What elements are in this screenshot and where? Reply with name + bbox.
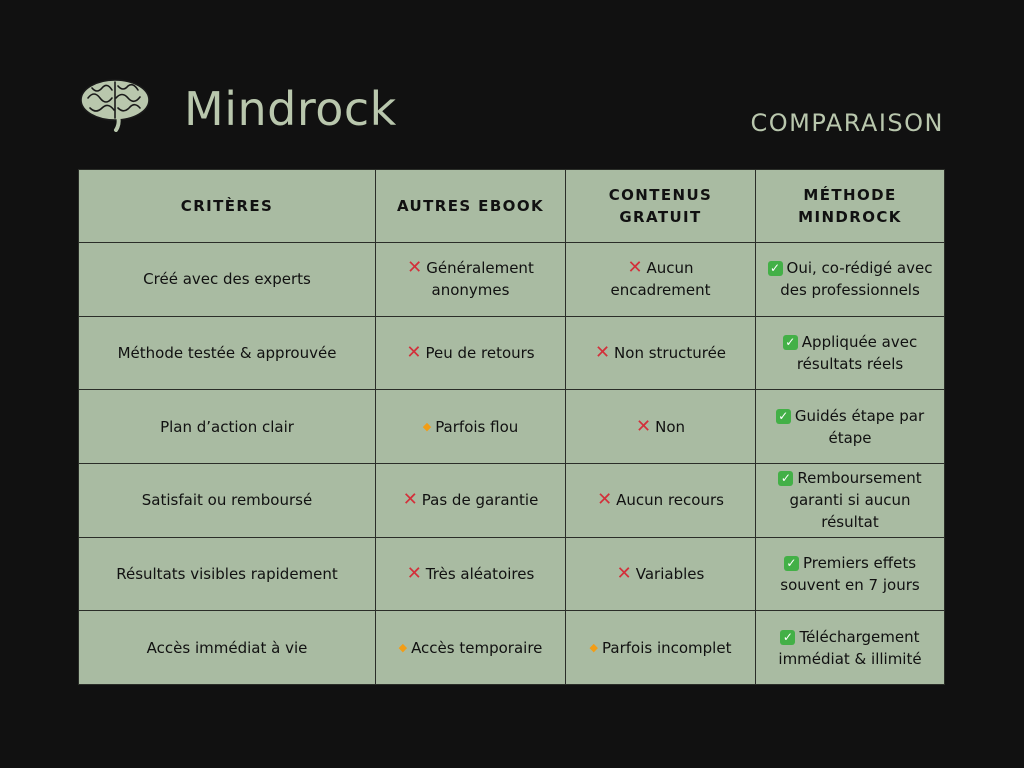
cell-text: Non structurée: [614, 343, 727, 362]
criterion-cell: Plan d’action clair: [79, 390, 376, 464]
criterion-cell: Accès immédiat à vie: [79, 611, 376, 685]
comparison-cell: [566, 611, 756, 685]
check-mark-icon: ✓: [776, 409, 791, 424]
criterion-cell: Satisfait ou remboursé: [79, 463, 376, 537]
orange-diamond-icon: ◆: [589, 640, 598, 654]
table-header-row: [79, 170, 945, 243]
comparison-cell: [376, 390, 566, 464]
cross-mark-icon: ✕: [597, 489, 613, 511]
comparison-cell: [756, 316, 945, 390]
cell-text: Très aléatoires: [425, 564, 535, 583]
orange-diamond-icon: ◆: [398, 640, 408, 654]
cell-text: Non: [655, 417, 685, 436]
cross-mark-icon: ✕: [636, 415, 652, 437]
table-row: [79, 463, 945, 537]
comparison-cell: [756, 537, 945, 611]
comparison-cell: [376, 463, 566, 537]
table-row: [79, 390, 945, 464]
cell-text: Accès temporaire: [411, 638, 543, 657]
cell-text: Peu de retours: [425, 343, 535, 362]
check-mark-icon: ✓: [778, 471, 793, 486]
cross-mark-icon: ✕: [616, 562, 632, 584]
cell-text: Oui, co-rédigé avec des professionnels: [780, 259, 933, 300]
cell-text: Variables: [635, 564, 705, 583]
comparison-cell: [376, 611, 566, 685]
comparison-cell: [756, 390, 945, 464]
table-row: [79, 243, 945, 317]
check-mark-icon: ✓: [780, 630, 795, 645]
table-body: [79, 243, 945, 685]
comparison-cell: [756, 463, 945, 537]
table-row: [79, 316, 945, 390]
comparison-cell: [566, 463, 756, 537]
comparison-cell: [566, 243, 756, 317]
criterion-cell: Créé avec des experts: [79, 243, 376, 317]
comparison-cell: [376, 316, 566, 390]
cell-text: Remboursement garanti si aucun résultat: [789, 469, 922, 532]
cell-text: Parfois flou: [435, 417, 519, 436]
cross-mark-icon: ✕: [627, 257, 643, 279]
cell-text: Pas de garantie: [421, 491, 539, 510]
comparison-cell: [566, 537, 756, 611]
cell-text: Parfois incomplet: [602, 638, 732, 657]
cell-text: Guidés étape par étape: [794, 406, 925, 447]
comparison-cell: [756, 611, 945, 685]
page-label: COMPARAISON: [750, 109, 944, 137]
check-mark-icon: ✓: [784, 556, 799, 571]
check-mark-icon: ✓: [783, 335, 798, 350]
table-row: [79, 537, 945, 611]
criterion-cell: Méthode testée & approuvée: [79, 316, 376, 390]
cell-text: Généralement anonymes: [426, 259, 534, 300]
criterion-cell: Résultats visibles rapidement: [79, 537, 376, 611]
comparison-table: [78, 169, 945, 685]
column-header-free-content: CONTENUS GRATUIT: [566, 170, 756, 243]
column-header-mindrock-method: MÉTHODE MINDROCK: [756, 170, 945, 243]
table-row: [79, 611, 945, 685]
comparison-cell: [756, 243, 945, 317]
cell-text: Aucun recours: [616, 491, 724, 510]
column-header-other-ebooks: AUTRES EBOOK: [376, 170, 566, 243]
comparison-cell: [376, 537, 566, 611]
cell-text: Premiers effets souvent en 7 jours: [780, 553, 920, 594]
comparison-cell: [566, 316, 756, 390]
cross-mark-icon: ✕: [407, 257, 423, 279]
cell-text: Appliquée avec résultats réels: [796, 332, 918, 373]
comparison-cell: [376, 243, 566, 317]
cell-text: Téléchargement immédiat & illimité: [778, 627, 922, 668]
cross-mark-icon: ✕: [406, 562, 422, 584]
brain-icon: [78, 76, 152, 132]
column-header-criteria: CRITÈRES: [79, 170, 376, 243]
cross-mark-icon: ✕: [406, 341, 422, 363]
comparison-cell: [566, 390, 756, 464]
brand-name: Mindrock: [184, 82, 397, 136]
cross-mark-icon: ✕: [402, 489, 418, 511]
cross-mark-icon: ✕: [594, 341, 611, 363]
cell-text: Aucun encadrement: [610, 259, 711, 300]
orange-diamond-icon: ◆: [422, 419, 432, 433]
check-mark-icon: ✓: [768, 261, 783, 276]
